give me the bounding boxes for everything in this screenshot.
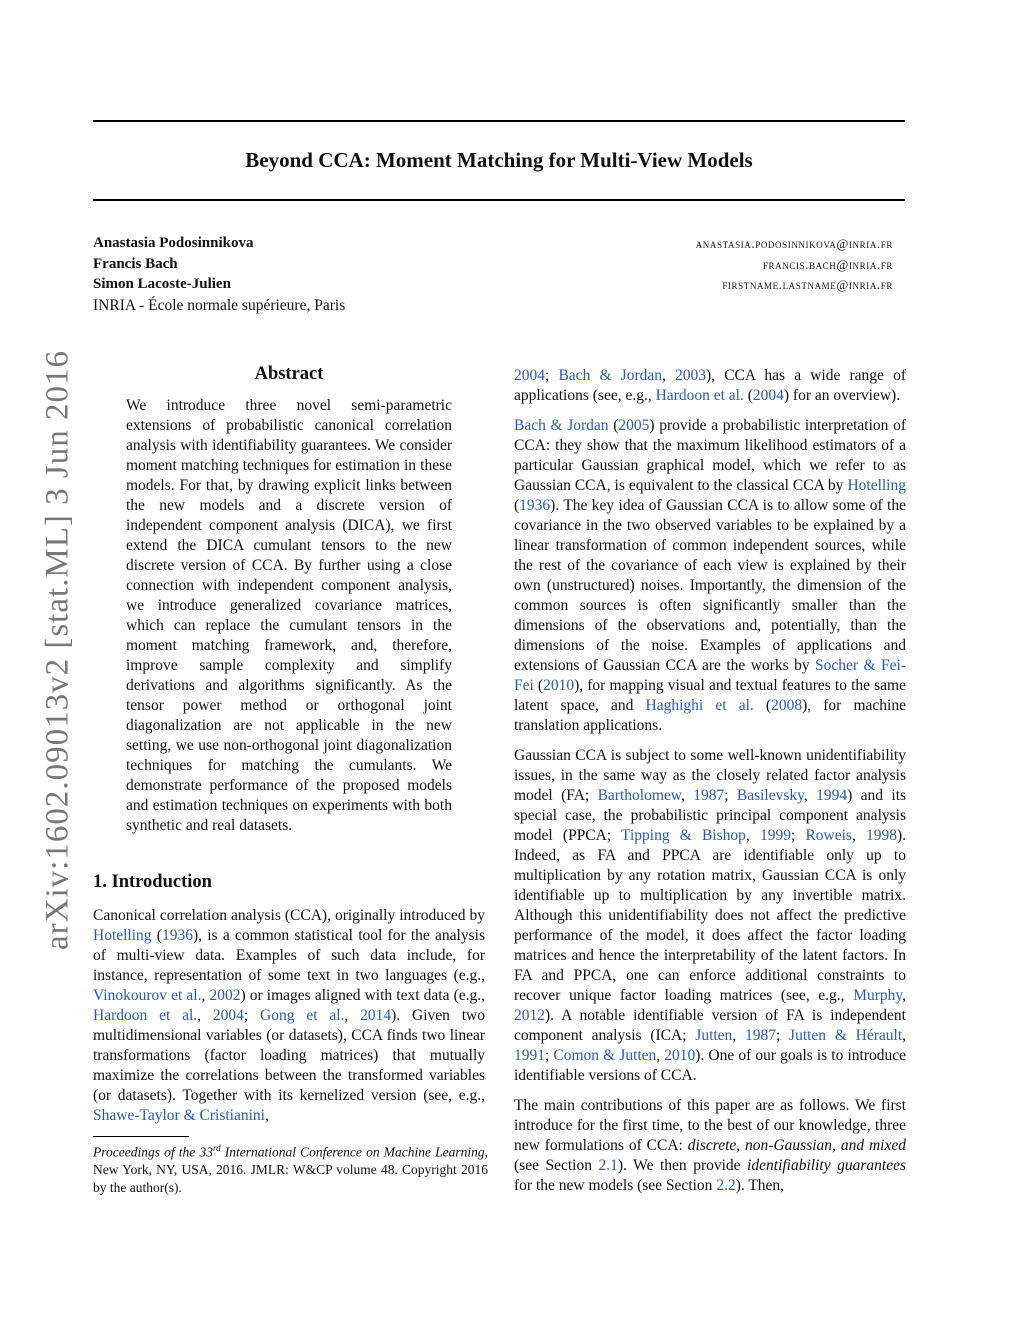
citation-link[interactable]: 2008 (771, 697, 803, 714)
citation-link[interactable]: Shawe-Taylor & Cristianini (93, 1107, 265, 1124)
section-link[interactable]: 2.1 (598, 1157, 618, 1174)
right-column (514, 366, 906, 1206)
title-bottom-rule (93, 199, 905, 201)
citation-link[interactable]: Murphy (853, 987, 903, 1004)
abstract-text: We introduce three novel semi-parametric extensions of probabilistic canonical correlation analysis with identifiability guarantees. We consider moment matching techniques for estimation in these models. For that, by drawing explicit links between the new models and a discrete version of independent component analysis (DICA), we first extend the DICA cumulant tensors to the new discrete version of CCA. By further using a close connection with independent component analysis, we introduce generalized covariance matrices, which can replace the cumulant tensors in the moment matching framework, and, therefore, improve sample complexity and simplify derivations and algorithms significantly. As the tensor power method or orthogonal joint diagonalization are not applicable in the new setting, we use non-orthogonal joint diagonalization techniques for matching the cumulants. We demonstrate performance of the proposed models and estimation techniques on experiments with both synthetic and real datasets. (126, 397, 452, 834)
citation-link[interactable]: Haghighi et al. (645, 697, 754, 714)
citation-link[interactable]: 2014 (360, 1007, 392, 1024)
citation-link[interactable]: 1987 (693, 787, 725, 804)
citation-link[interactable]: 2004 (212, 1007, 244, 1024)
citation-link[interactable]: Hotelling (847, 477, 906, 494)
citation-link[interactable]: Roweis (805, 827, 852, 844)
paragraph: Gaussian CCA is subject to some well-known unidentifiability issues, in the same way as the closely related factor analysis model (FA; Bartholomew, 1987; Basilevsky, 1994) and its special case, the probabilistic principal component analysis model (PPCA; Tipping & Bishop, 1999; Roweis, 1998). Indeed, as FA and PPCA are identifiable only up to multiplication by any rotation matrix, Gaussian CCA is only identifiable up to multiplication by any invertible matrix. Although this unidentifiability does not affect the predictive performance of the model, it does affect the factor loading matrices and hence the interpretability of the latent factors. In FA and PPCA, one can enforce additional constraints to recover unique factor loading matrices (see, e.g., Murphy, 2012). A notable identifiable version of FA is independent component analysis (ICA; Jutten, 1987; Jutten & Hérault, 1991; Comon & Jutten, 2010). One of our goals is to introduce identifiable versions of CCA. (514, 747, 907, 1084)
author-name: Simon Lacoste-Julien (93, 276, 231, 292)
intro-paragraph: Canonical correlation analysis (CCA), originally introduced by Hotelling (1936), is a common statistical tool for the analysis of multi-view data. Examples of such data include, for instance, representation of some text in two languages (e.g., Vinokourov et al., 2002) or images aligned with text data (e.g., Hardoon et al., 2004; Gong et al., 2014). Given two multidimensional variables (or datasets), CCA finds two linear transformations (factor loading matrices) that mutually maximize the correlations between the transformed variables (or datasets). Together with its kernelized version (see, e.g., Shawe-Taylor & Cristianini, (93, 907, 485, 1124)
citation-link[interactable]: 1991 (514, 1047, 545, 1064)
citation-link[interactable]: Socher & Fei-Fei (514, 657, 906, 694)
citation-link[interactable]: Hardoon et al. (655, 387, 744, 404)
citation-link[interactable]: Tipping & Bishop (621, 827, 746, 844)
footnote: Proceedings of the 33rd International Conference on Machine Learning, New York, NY, USA, 2016. JMLR: W&CP volume 48. Copyright 2016 by the author(s). (93, 1143, 488, 1195)
citation-link[interactable]: Hardoon et al. (93, 1007, 198, 1024)
citation-link[interactable]: Jutten & Hérault (789, 1027, 903, 1044)
citation-link[interactable]: 1999 (759, 827, 791, 844)
citation-link[interactable]: Jutten (695, 1027, 733, 1044)
section-link[interactable]: 2.2 (716, 1177, 736, 1194)
citation-link[interactable]: 2010 (664, 1047, 696, 1064)
author-name: Francis Bach (93, 256, 178, 272)
citation-link[interactable]: 2012 (514, 1007, 545, 1024)
top-rule (93, 120, 905, 122)
citation-link[interactable]: Comon & Jutten (553, 1047, 657, 1064)
paragraph: The main contributions of this paper are as follows. We first introduce for the first time, to the best of our knowledge, three new formulations of CCA: discrete, non-Gaussian, and mixed (see Section 2.1). We then provide identifiability guarantees for the new models (see Section 2.2). Then, (514, 1097, 907, 1194)
footnote-rule (93, 1136, 189, 1137)
citation-link[interactable]: 1994 (816, 787, 848, 804)
paragraph: Bach & Jordan (2005) provide a probabilistic interpretation of CCA: they show that the maximum likelihood estimators of a particular Gaussian graphical model, which we refer to as Gaussian CCA, is equivalent to the classical CCA by Hotelling (1936). The key idea of Gaussian CCA is to allow some of the covariance in the two observed variables to be explained by a linear transformation of common independent sources, while the rest of the covariance of each view is explained by their own (unstructured) noises. Importantly, the dimension of the common sources is often significantly smaller than the dimensions of the observations and, potentially, than the dimensions of the noise. Examples of applications and extensions of Gaussian CCA are the works by Socher & Fei-Fei (2010), for mapping visual and textual features to the same latent space, and Haghighi et al. (2008), for machine translation applications. (514, 417, 906, 734)
section-heading: 1. Introduction (93, 872, 212, 892)
citation-link[interactable]: 2002 (209, 987, 241, 1004)
citation-link[interactable]: Basilevsky (736, 787, 804, 804)
paragraph: 2004; Bach & Jordan, 2003), CCA has a wide range of applications (see, e.g., Hardoon et al. (2004) for an overview). (514, 367, 906, 404)
paper-title: Beyond CCA: Moment Matching for Multi-View Models (245, 148, 753, 172)
citation-link[interactable]: Bach & Jordan (558, 367, 662, 384)
author-email[interactable]: francis.bach@inria.fr (762, 257, 893, 272)
author-email[interactable]: anastasia.podosinnikova@inria.fr (695, 236, 893, 251)
author-name: Anastasia Podosinnikova (93, 235, 254, 251)
affiliation: INRIA - École normale supérieure, Paris (93, 297, 346, 314)
abstract-heading: Abstract (254, 364, 324, 384)
citation-link[interactable]: 2004 (752, 387, 784, 404)
citation-link[interactable]: 1998 (865, 827, 897, 844)
citation-link[interactable]: 1936 (161, 927, 193, 944)
citation-link[interactable]: 2005 (618, 417, 650, 434)
citation-link[interactable]: 2010 (543, 677, 575, 694)
author-email[interactable]: firstname.lastname@inria.fr (722, 277, 893, 292)
citation-link[interactable]: Bach & Jordan (514, 417, 609, 434)
citation-link[interactable]: 2003 (675, 367, 707, 384)
citation-link[interactable]: Hotelling (93, 927, 152, 944)
citation-link[interactable]: Gong et al. (260, 1007, 345, 1024)
citation-link[interactable]: 2004 (514, 367, 545, 384)
citation-link[interactable]: 1987 (744, 1027, 776, 1044)
citation-link[interactable]: 1936 (519, 497, 551, 514)
citation-link[interactable]: Bartholomew (597, 787, 681, 804)
citation-link[interactable]: Vinokourov et al. (93, 987, 202, 1004)
